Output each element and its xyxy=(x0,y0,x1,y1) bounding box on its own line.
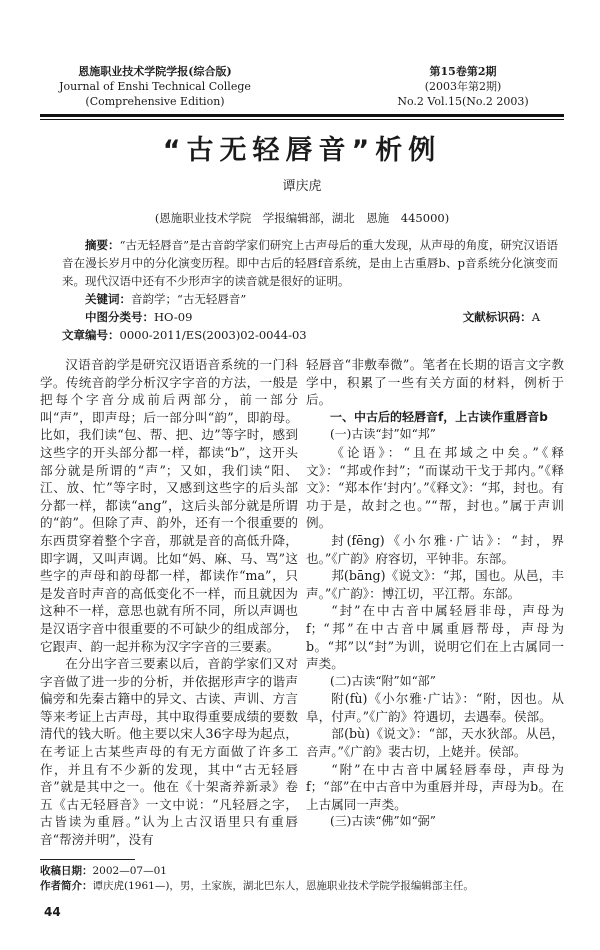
abstract-block xyxy=(62,236,558,344)
abstract-text: “古无轻唇音”是古音韵学家们研究上古声母后的重大发现，从声母的角度，研究汉语语音在漫长岁月中的分化演变历程。即中古后的轻唇f音系统，是由上古重唇b、p音系统分化演变而来。现代汉语中还有不少形声字的读音就是很好的证明。 xyxy=(62,238,558,288)
footnotes xyxy=(40,864,564,894)
body-paragraph: 《论语》：“且在邦域之中矣。”《释文》：“邦或作封”；“而谋动干戈于邦内。”《释文》：“郑本作‘封内’。”《释文》：“邦，封也。有功于是，故封之也。”“帮，封也。”属于声训例。 xyxy=(306,444,564,531)
subsection-heading: (二)古读“附”如“部” xyxy=(330,673,436,688)
body-paragraph: 邦(bāng)《说文》：“邦，国也。从邑，丰声。”《广韵》：博江切，平江帮。东部。 xyxy=(306,568,564,601)
body-paragraph: 部(bù)《说文》：“部，天水狄部。从邑，咅声。”《广韵》裴古切，上姥并。侯部。 xyxy=(306,726,564,760)
doc-code-label: 文献标识码： xyxy=(462,310,532,324)
subsection-heading: (一)古读“封”如“邦” xyxy=(330,427,436,442)
body-column-left xyxy=(40,356,298,849)
page-number: 44 xyxy=(44,904,61,919)
doc-code: A xyxy=(531,310,540,324)
journal-edition-en: (Comprehensive Edition) xyxy=(85,95,225,108)
year-issue-cn: (2003年第2期) xyxy=(424,80,502,93)
body-paragraph-continued: 轻唇音“非敷奉微”。笔者在长期的语言文字教学中，积累了一些有关方面的材料，例析于后。 xyxy=(306,357,564,408)
body-paragraph: 封(fēng)《小尔雅·广诂》：“封，界也。”《广韵》府容切，平钟非。东部。 xyxy=(306,532,564,566)
body-paragraph: “封”在中古音中属轻唇非母，声母为f；“邦”在中古音中属重唇帮母，声母为b。“邦”以“封”为训，说明它们在上古属同一声类。 xyxy=(306,603,564,672)
footnote-rule xyxy=(40,859,135,860)
section-heading: 一、中古后的轻唇音f，上古读作重唇音b xyxy=(330,409,548,424)
clc-label: 中图分类号： xyxy=(85,310,154,324)
author-name: 谭庆虎 xyxy=(282,179,322,194)
article-number: 0000-2011/ES(2003)02-0044-03 xyxy=(119,328,307,342)
body-paragraph: 附(fù)《小尔雅·广诂》：“附，因也。从阜，付声。”《广韵》符遇切，去遇奉。侯部。 xyxy=(306,691,564,724)
author-affiliation: (恩施职业技术学院 学报编辑部，湖北 恩施 445000) xyxy=(154,211,450,225)
volume-cn: 第15卷第2期 xyxy=(429,65,497,78)
article-title: “古无轻唇音”析例 xyxy=(162,135,442,166)
journal-header-right xyxy=(368,64,558,109)
volume-en: No.2 Vol.15(No.2 2003) xyxy=(397,95,529,108)
body-column-right xyxy=(306,356,564,849)
body-paragraph: “附”在中古音中属轻唇奉母，声母为f；“部”在中古音中为重唇并母，声母为b。在上古属同一声类。 xyxy=(306,761,564,812)
body-paragraph: 在分出字音三要素以后，音韵学家们又对字音做了进一步的分析，并依据形声字的谐声偏旁和先秦古籍中的异文、古读、声训、方言等来考证上古声母，其中取得重要成绩的要数清代的钱大昕。他主要以宋人36字母为起点，在考证上古某些声母的有无方面做了许多工作，并且有不少新的发现，其中“古无轻唇音”就是其中之一。他在《十架斋养新录》卷五《古无轻唇音》一文中说：“凡轻唇之字，古皆读为重唇。”认为上古汉语里只有重唇音“帮滂并明”，没有 xyxy=(40,656,298,848)
journal-header xyxy=(40,64,564,109)
header-rule-thin xyxy=(40,119,564,120)
clc-number: HO-09 xyxy=(154,310,193,324)
bio-label: 作者简介： xyxy=(40,879,93,892)
subsection-heading: (三)古读“佛”如“弼” xyxy=(330,814,436,829)
body-columns xyxy=(40,356,564,849)
journal-header-left xyxy=(40,64,270,109)
received-date: 2002—07—01 xyxy=(92,864,167,877)
abstract-label: 摘要： xyxy=(85,238,120,252)
keywords-label: 关键词： xyxy=(85,292,131,306)
journal-name-en: Journal of Enshi Technical College xyxy=(59,80,251,93)
body-paragraph: 汉语音韵学是研究汉语语音系统的一门科学。传统音韵学分析汉字字音的方法，一般是把每个字音分成前后两部分，前一部分叫“声”，即声母；后一部分叫“韵”，即韵母。比如，我们读“包、帮、把、边”等字时，感到这些字的开头部分都一样，都读“b”，这开头部分就是所谓的“声”；又如，我们读“阳、江、放、忙”等字时，又感到这些字的后头部分都一样，都读“ang”，这后头部分就是所谓的“韵”。但除了声、韵外，还有一个很重要的东西贯穿着整个字音，那就是音的高低升降，即字调，又叫声调。比如“妈、麻、马、骂”这些字的声母和韵母都一样，都读作“ma”，只是发音时声音的高低变化不一样，而且就因为这种不一样，意思也就有所不同，所以声调也是汉语字音中很重要的不可缺少的组成部分，它跟声、韵一起并称为汉字字音的三要素。 xyxy=(40,357,298,654)
header-rule-thick xyxy=(40,114,564,117)
article-no-label: 文章编号： xyxy=(62,328,120,342)
author-bio: 谭庆虎(1961—)，男，土家族，湖北巴东人，恩施职业技术学院学报编辑部主任。 xyxy=(92,879,474,892)
journal-name-cn: 恩施职业技术学院学报(综合版) xyxy=(78,65,232,78)
keywords: 音韵学；“古无轻唇音” xyxy=(131,292,247,306)
received-label: 收稿日期： xyxy=(40,864,93,877)
